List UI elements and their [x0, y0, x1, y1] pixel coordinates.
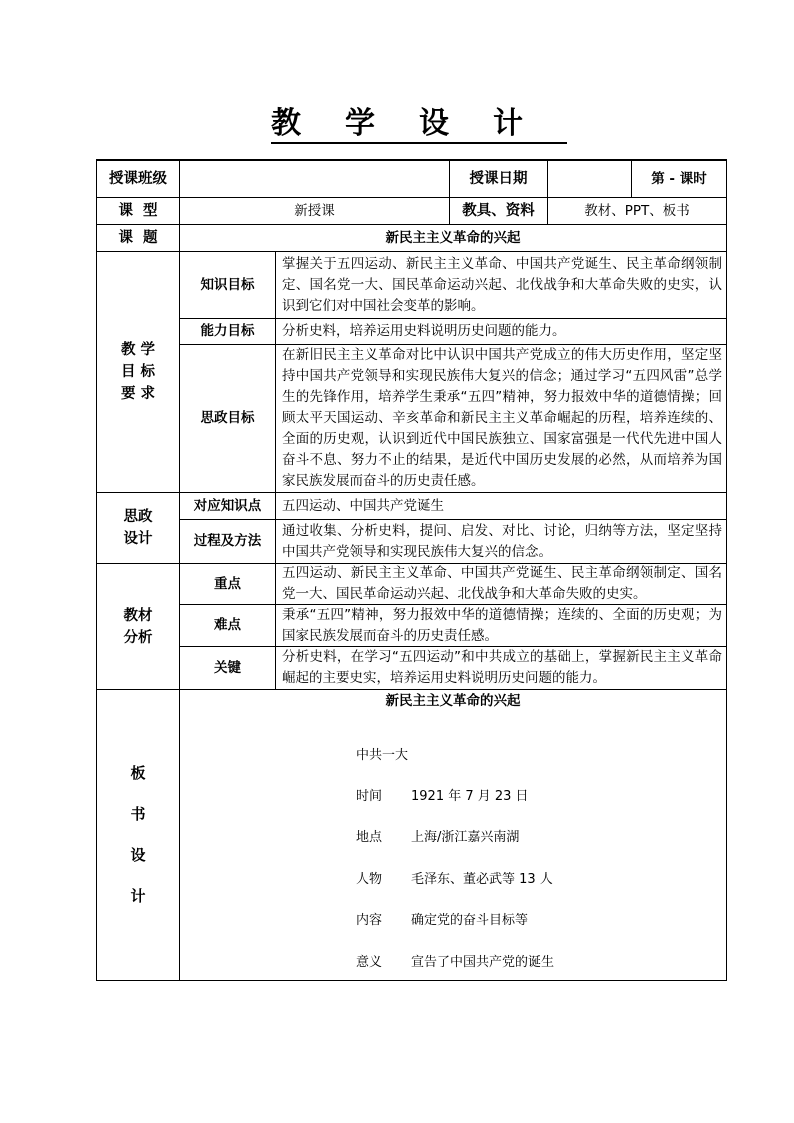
- board-row-value: 宣告了中国共产党的诞生: [411, 955, 555, 970]
- analysis-section-label: 教材 分析: [123, 607, 153, 646]
- board-row-label: 人物: [356, 872, 383, 887]
- lesson-type-value: 新授课: [294, 202, 335, 219]
- date-label: 授课日期: [469, 170, 528, 187]
- knowledge-goal-label: 知识目标: [200, 276, 255, 293]
- board-row-label: 内容: [356, 913, 383, 928]
- key-point-text: 五四运动、新民主主义革命、中国共产党诞生、民主革命纲领制定、国名党一大、国民革命运动兴起、北伐战争和大革命失败的史实。: [282, 565, 722, 602]
- board-row-value: 确定党的奋斗目标等: [411, 913, 529, 928]
- board-subheading: 中共一大: [356, 748, 409, 763]
- class-value[interactable]: [180, 161, 449, 197]
- process-method-label: 过程及方法: [193, 533, 262, 549]
- board-row-label: 时间: [356, 789, 383, 804]
- knowledge-points-text: 五四运动、中国共产党诞生: [282, 497, 444, 514]
- ability-goal-text: 分析史料，培养运用史料说明历史问题的能力。: [282, 323, 566, 339]
- board-heading: 新民主主义革命的兴起: [385, 692, 521, 709]
- document-title: 教学设计: [0, 98, 794, 142]
- board-row-value: 上海/浙江嘉兴南湖: [411, 830, 520, 845]
- board-row-label: 地点: [356, 830, 383, 845]
- board-row-label: 意义: [356, 955, 383, 970]
- class-label: 授课班级: [109, 170, 167, 187]
- tools-label: 教具、资料: [462, 202, 535, 219]
- ideology-design-section-label: 思政 设计: [123, 509, 153, 547]
- tools-value: 教材、PPT、板书: [584, 202, 690, 219]
- goals-section-label: 教 学 目 标 要 求: [120, 342, 156, 402]
- ideology-goal-label: 思政目标: [200, 410, 255, 426]
- board-row-value: 1921 年 7 月 23 日: [411, 789, 529, 804]
- knowledge-goal-text: 掌握关于五四运动、新民主主义革命、中国共产党诞生、民主革命纲领制定、国名党一大、国民革命运动兴起、北伐战争和大革命失败的史实，认识到它们对中国社会变革的影响。: [282, 255, 722, 314]
- knowledge-points-label: 对应知识点: [193, 497, 262, 514]
- crux-label: 关键: [214, 659, 241, 676]
- process-method-text: 通过收集、分析史料，提问、启发、对比、讨论，归纳等方法，坚定坚持中国共产党领导和实现民族伟大复兴的信念。: [282, 522, 722, 560]
- lesson-type-label: 课 型: [118, 202, 158, 219]
- topic-label: 课 题: [118, 229, 158, 246]
- crux-text: 分析史料，在学习“五四运动”和中共成立的基础上，掌握新民主主义革命崛起的主要史实，培养运用史料说明历史问题的能力。: [282, 649, 722, 686]
- ability-goal-label: 能力目标: [200, 323, 255, 339]
- topic-value: 新民主主义革命的兴起: [385, 229, 521, 246]
- date-value[interactable]: [548, 161, 631, 197]
- board-section-label: 板 书 设 计: [130, 764, 146, 905]
- key-point-label: 重点: [214, 575, 241, 592]
- period-label: 第 - 课时: [651, 170, 707, 187]
- difficult-point-text: 秉承“五四”精神，努力报效中华的道德情操；连续的、全面的历史观；为国家民族发展而奋斗的历史责任感。: [282, 606, 722, 644]
- board-row-value: 毛泽东、董必武等 13 人: [411, 872, 553, 887]
- difficult-point-label: 难点: [214, 617, 241, 633]
- ideology-goal-text: 在新旧民主主义革命对比中认识中国共产党成立的伟大历史作用，坚定坚持中国共产党领导和实现民族伟大复兴的信念；通过学习“五四风雷”总学生的先锋作用，培养学生秉承“五四”精神，努力报效中华的道德情操；回顾太平天国运动、辛亥革命和新民主主义革命崛起的历程，培养连续的、全面的历史观，认识到近代中国民族独立、国家富强是一代代先进中国人奋斗不息、努力不止的结果，是近代中国历史发展的必然，从而培养为国家民族发展而奋斗的历史责任感。: [282, 347, 722, 489]
